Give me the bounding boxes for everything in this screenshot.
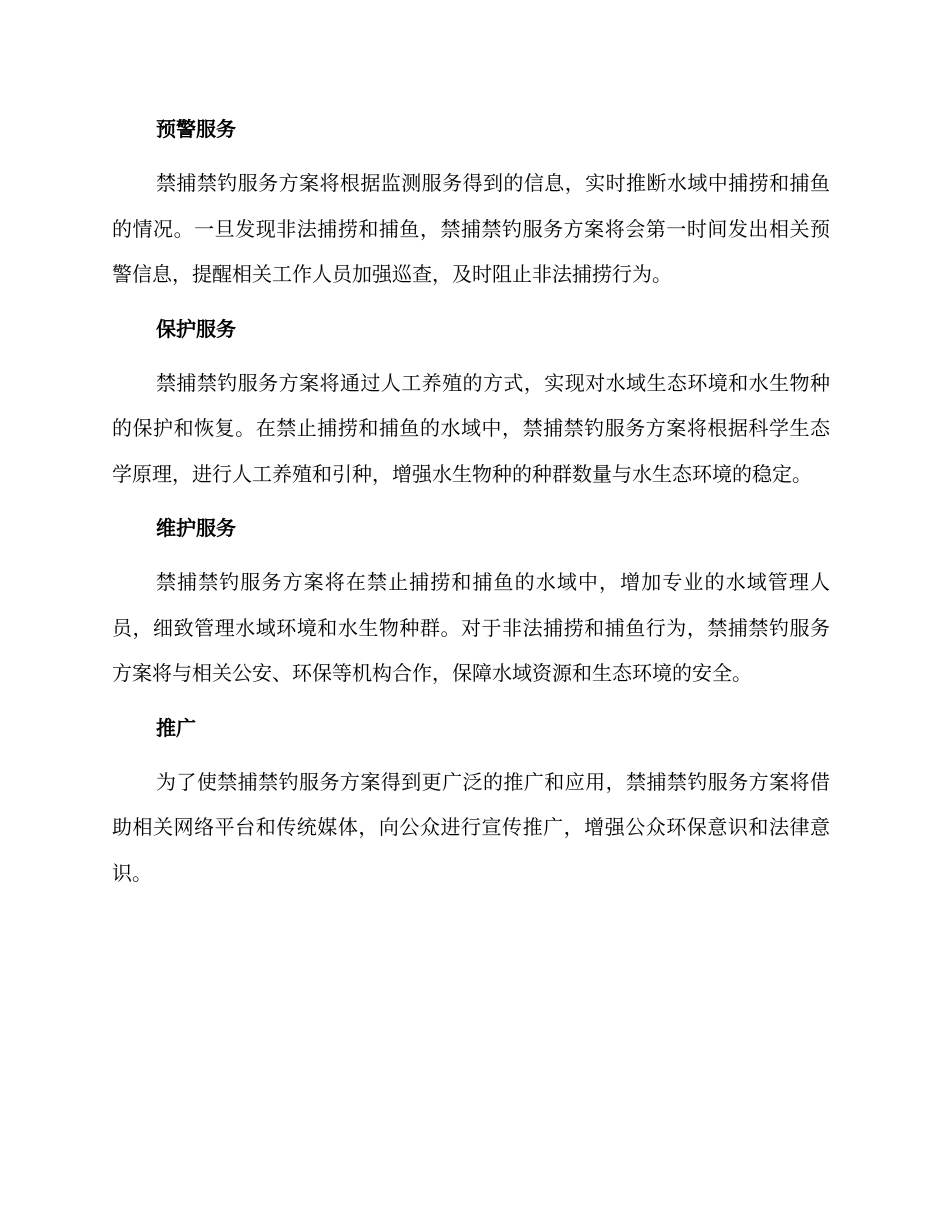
section-heading: 预警服务 [156,117,236,141]
section-heading: 维护服务 [156,516,236,540]
section-paragraph: 为了使禁捕禁钓服务方案得到更广泛的推广和应用，禁捕禁钓服务方案将借助相关网络平台和传统媒体，向公众进行宣传推广，增强公众环保意识和法律意识。 [112,769,830,885]
section-maintenance-service [112,511,830,697]
section-paragraph: 禁捕禁钓服务方案将通过人工养殖的方式，实现对水域生态环境和水生物种的保护和恢复。在禁止捕捞和捕鱼的水域中，禁捕禁钓服务方案将根据科学生态学原理，进行人工养殖和引种，增强水生物种的种群数量与水生态环境的稳定。 [112,370,830,486]
section-protection-service [112,312,830,498]
section-warning-service [112,112,830,298]
section-promotion [112,711,830,897]
document-page [112,112,830,910]
section-paragraph: 禁捕禁钓服务方案将根据监测服务得到的信息，实时推断水域中捕捞和捕鱼的情况。一旦发现非法捕捞和捕鱼，禁捕禁钓服务方案将会第一时间发出相关预警信息，提醒相关工作人员加强巡查，及时阻止非法捕捞行为。 [112,171,830,286]
section-heading: 推广 [156,715,196,740]
section-heading: 保护服务 [156,316,236,341]
section-paragraph: 禁捕禁钓服务方案将在禁止捕捞和捕鱼的水域中，增加专业的水域管理人员，细致管理水域环境和水生物种群。对于非法捕捞和捕鱼行为，禁捕禁钓服务方案将与相关公安、环保等机构合作，保障水域资源和生态环境的安全。 [112,570,830,685]
